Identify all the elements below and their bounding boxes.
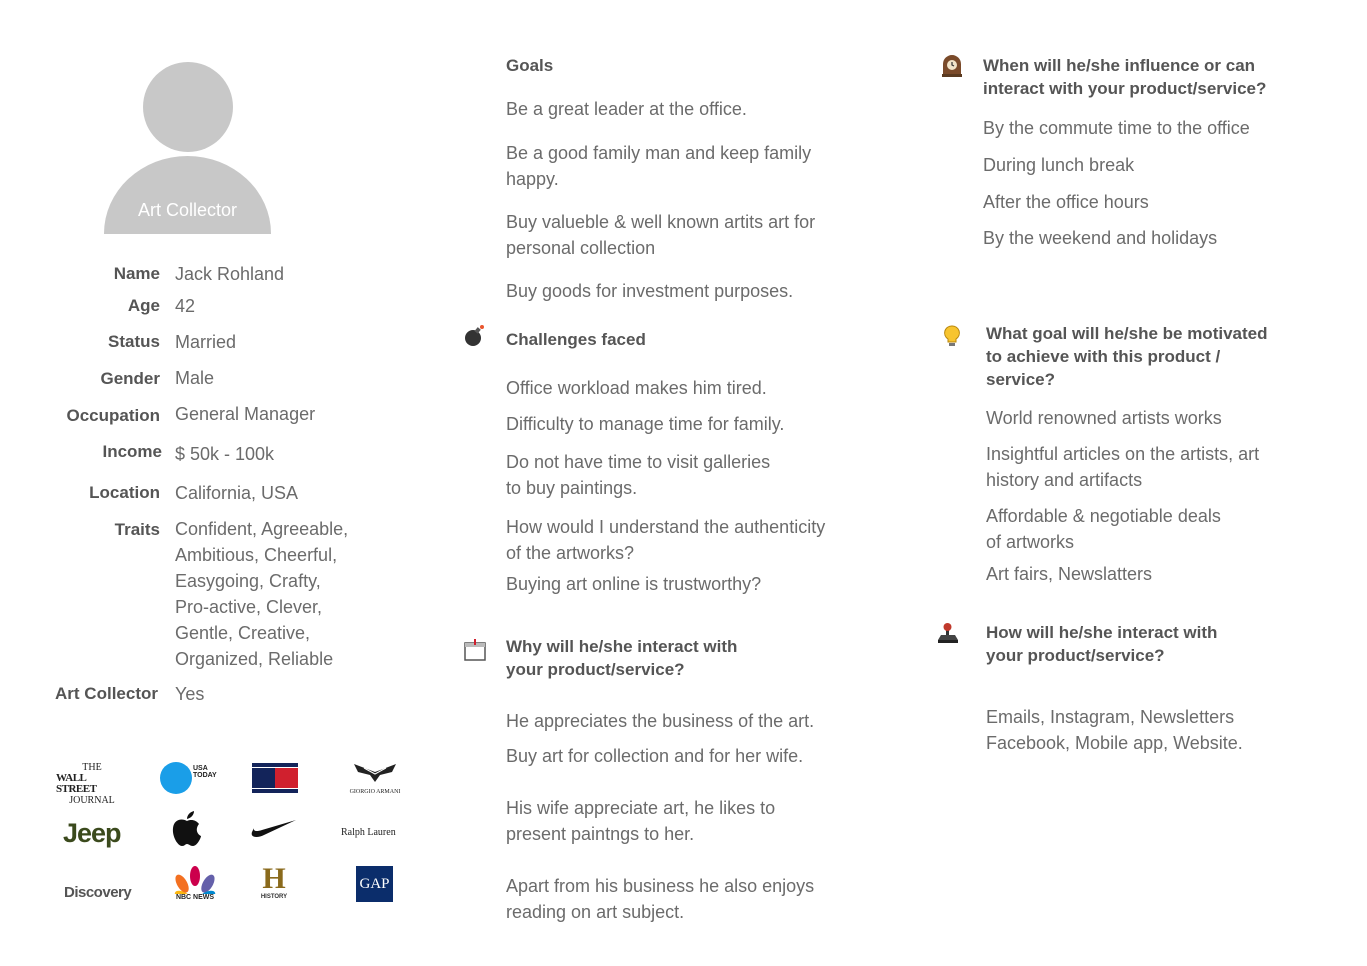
- field-value-location: California, USA: [175, 483, 299, 503]
- challenge-item: Buying art online is trustworthy?: [506, 574, 762, 594]
- field-value-age: 42: [175, 296, 196, 316]
- field-label-gender: Gender: [100, 369, 160, 388]
- lightbulb-icon: [940, 324, 964, 353]
- tommy-hilfiger-logo: [252, 763, 298, 793]
- discovery-logo: Discovery: [64, 884, 132, 901]
- armani-eagle-icon: [340, 762, 410, 784]
- when-influence-heading: When will he/she influence or can interact with your product/service?: [983, 56, 1267, 98]
- traits-line: Easygoing, Crafty,: [175, 571, 321, 591]
- history-logo: H HISTORY: [260, 862, 288, 900]
- gap-logo: GAP: [356, 866, 393, 902]
- field-value-name: Jack Rohland: [175, 264, 285, 284]
- when-item: After the office hours: [983, 192, 1149, 212]
- traits-line: Ambitious, Cheerful,: [175, 545, 338, 565]
- avatar-body: [104, 156, 271, 234]
- usatoday-text: USA TODAY: [193, 765, 217, 779]
- field-value-traits: [175, 516, 348, 672]
- traits-line: Organized, Reliable: [175, 649, 334, 669]
- field-value-occupation: General Manager: [175, 404, 316, 424]
- field-label-status: Status: [108, 332, 160, 351]
- motivated-item: Affordable & negotiable deals of artworks: [986, 506, 1221, 552]
- field-value-income: $ 50k - 100k: [175, 444, 275, 464]
- why-item: He appreciates the business of the art.: [506, 711, 815, 731]
- field-value-art-collector: Yes: [175, 684, 205, 704]
- why-item: His wife appreciate art, he likes to present paintngs to her.: [506, 798, 776, 844]
- goal-item: Buy valueble & well known artits art for personal collection: [506, 212, 816, 258]
- how-interact-heading: How will he/she interact with your product/service?: [986, 623, 1218, 665]
- clock-icon: [940, 54, 964, 83]
- field-label-age: Age: [127, 296, 160, 315]
- traits-line: Pro-active, Clever,: [175, 597, 323, 617]
- challenge-item: Office workload makes him tired.: [506, 378, 767, 398]
- field-label-income: Income: [102, 442, 162, 461]
- wsj-logo: THE WALL STREET JOURNAL: [56, 762, 115, 806]
- field-label-name: Name: [113, 264, 160, 283]
- goals-heading: Goals: [506, 56, 554, 75]
- field-label-art-collector: Art Collector: [55, 684, 158, 703]
- motivated-goal-heading: What goal will he/she be motivated to achieve with this product / service?: [986, 324, 1268, 389]
- goal-item: Be a great leader at the office.: [506, 99, 747, 119]
- motivated-item: Insightful articles on the artists, art history and artifacts: [986, 444, 1260, 490]
- armani-logo: GIORGIO ARMANI: [340, 762, 410, 796]
- nike-swoosh-icon: [250, 816, 298, 843]
- avatar-label: Art Collector: [137, 200, 238, 220]
- challenge-item: How would I understand the authenticity of the artworks?: [506, 517, 826, 563]
- apple-logo-icon: [170, 810, 204, 853]
- traits-line: Gentle, Creative,: [175, 623, 311, 643]
- goal-item: Buy goods for investment purposes.: [506, 281, 794, 301]
- why-interact-heading: Why will he/she interact with your product/service?: [506, 637, 738, 679]
- avatar-head: [143, 62, 233, 152]
- usatoday-logo: [160, 762, 192, 794]
- calendar-icon: [463, 638, 487, 667]
- motivated-item: World renowned artists works: [986, 408, 1222, 428]
- joystick-icon: [936, 622, 960, 651]
- field-label-traits: Traits: [114, 520, 160, 539]
- when-item: By the commute time to the office: [983, 118, 1250, 138]
- bomb-icon: [462, 324, 486, 353]
- traits-line: Confident, Agreeable,: [175, 519, 349, 539]
- jeep-logo: Jeep: [63, 818, 121, 848]
- why-item: Apart from his business he also enjoys reading on art subject.: [506, 876, 815, 922]
- how-item: Emails, Instagram, Newsletters Facebook, Mobile app, Website.: [986, 707, 1243, 753]
- challenge-item: Difficulty to manage time for family.: [506, 414, 785, 434]
- when-item: By the weekend and holidays: [983, 228, 1218, 248]
- nbc-news-text: NBC NEWS: [175, 894, 215, 901]
- challenges-heading: Challenges faced: [506, 330, 646, 349]
- field-value-gender: Male: [175, 368, 215, 388]
- goal-item: Be a good family man and keep family happy.: [506, 143, 812, 189]
- why-item: Buy art for collection and for her wife.: [506, 746, 804, 766]
- when-item: During lunch break: [983, 155, 1135, 175]
- field-label-occupation: Occupation: [66, 406, 160, 425]
- motivated-item: Art fairs, Newslatters: [986, 564, 1153, 584]
- field-label-location: Location: [89, 483, 160, 502]
- ralph-lauren-logo: Ralph Lauren: [341, 827, 396, 838]
- field-value-status: Married: [175, 332, 237, 352]
- challenge-item: Do not have time to visit galleries to buy paintings.: [506, 452, 771, 498]
